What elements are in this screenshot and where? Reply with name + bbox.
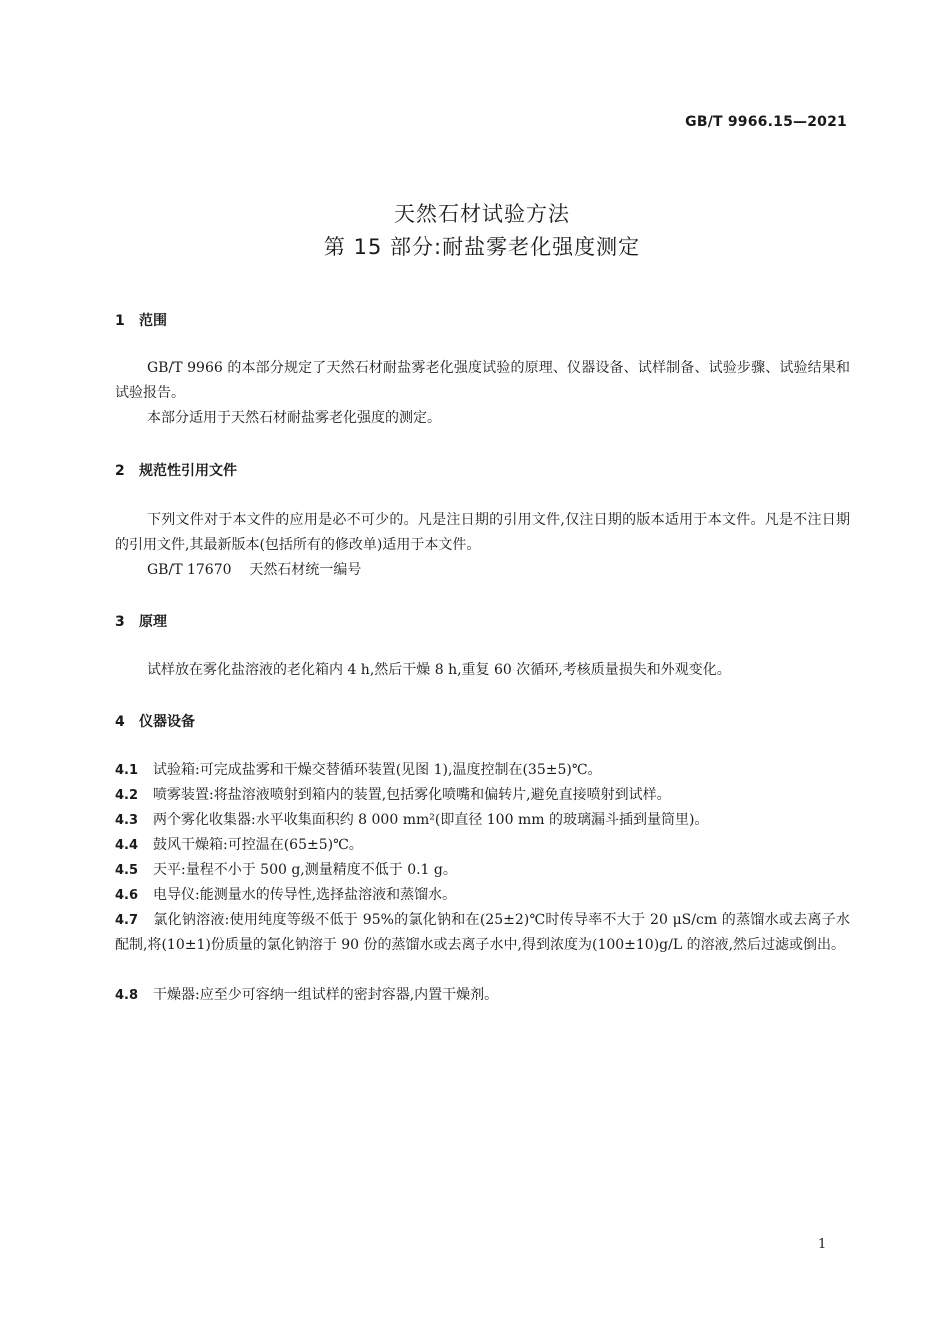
clause-text: 喷雾装置:将盐溶液喷射到箱内的装置,包括雾化喷嘴和偏转片,避免直接喷射到试样。 <box>153 787 671 803</box>
clause-number: 4.1 <box>115 763 139 778</box>
page-number: 1 <box>818 1237 827 1252</box>
clause-number: 4.2 <box>115 788 139 803</box>
clause-number: 4.4 <box>115 838 139 853</box>
clause-item <box>115 833 850 858</box>
document-subtitle: 第 15 部分:耐盐雾老化强度测定 <box>323 235 641 259</box>
clause-text: 试验箱:可完成盐雾和干燥交替循环装置(见图 1),温度控制在(35±5)℃。 <box>153 762 602 778</box>
clause-number: 4.3 <box>115 813 139 828</box>
clause-text: 电导仪:能测量水的传导性,选择盐溶液和蒸馏水。 <box>153 887 457 903</box>
document-title: 天然石材试验方法 <box>394 202 570 226</box>
clause-item <box>115 758 850 783</box>
section-number: 3 <box>115 614 125 630</box>
section-number: 4 <box>115 714 125 730</box>
clause-text: 两个雾化收集器:水平收集面积约 8 000 mm²(即直径 100 mm 的玻璃漏斗插到量筒里)。 <box>153 812 709 828</box>
clause-item <box>115 783 850 808</box>
clause-number: 4.7 <box>115 913 139 928</box>
reference-item: GB/T 17670 天然石材统一编号 <box>147 562 362 578</box>
section-heading-principle <box>115 611 167 631</box>
section-title: 原理 <box>139 614 167 630</box>
section-heading-apparatus <box>115 711 195 731</box>
section-heading-normative-references <box>115 460 237 480</box>
clause-item <box>115 883 850 908</box>
paragraph: GB/T 9966 的本部分规定了天然石材耐盐雾老化强度试验的原理、仪器设备、试样制备、试验步骤、试验结果和试验报告。 <box>115 360 850 401</box>
clause-item <box>115 908 850 958</box>
paragraph: 试样放在雾化盐溶液的老化箱内 4 h,然后干燥 8 h,重复 60 次循环,考核质量损失和外观变化。 <box>147 662 731 678</box>
paragraph: 下列文件对于本文件的应用是必不可少的。凡是注日期的引用文件,仅注日期的版本适用于本文件。凡是不注日期的引用文件,其最新版本(包括所有的修改单)适用于本文件。 <box>115 512 850 553</box>
section-title: 规范性引用文件 <box>139 463 237 479</box>
clause-number: 4.5 <box>115 863 139 878</box>
clause-text: 鼓风干燥箱:可控温在(65±5)℃。 <box>153 837 363 853</box>
clause-text: 氯化钠溶液:使用纯度等级不低于 95%的氯化钠和在(25±2)℃时传导率不大于 20 μS/cm 的蒸馏水或去离子水配制,将(10±1)份质量的氯化钠溶于 90 份的蒸馏水或去离子水中,得到浓度为(100±10)g/L 的溶液,然后过滤或倒出。 <box>115 912 850 953</box>
section-number: 2 <box>115 463 125 479</box>
clause-text: 天平:量程不小于 500 g,测量精度不低于 0.1 g。 <box>153 862 457 878</box>
clause-item <box>115 808 850 833</box>
clause-number: 4.8 <box>115 988 139 1003</box>
paragraph: 本部分适用于天然石材耐盐雾老化强度的测定。 <box>147 410 441 426</box>
clause-item <box>115 858 850 883</box>
standard-number: GB/T 9966.15—2021 <box>685 114 847 130</box>
clause-text: 干燥器:应至少可容纳一组试样的密封容器,内置干燥剂。 <box>153 987 499 1003</box>
clause-item <box>115 983 850 1008</box>
section-title: 范围 <box>139 313 167 329</box>
section-title: 仪器设备 <box>139 714 195 730</box>
section-heading-scope <box>115 310 167 330</box>
section-number: 1 <box>115 313 125 329</box>
clause-number: 4.6 <box>115 888 139 903</box>
